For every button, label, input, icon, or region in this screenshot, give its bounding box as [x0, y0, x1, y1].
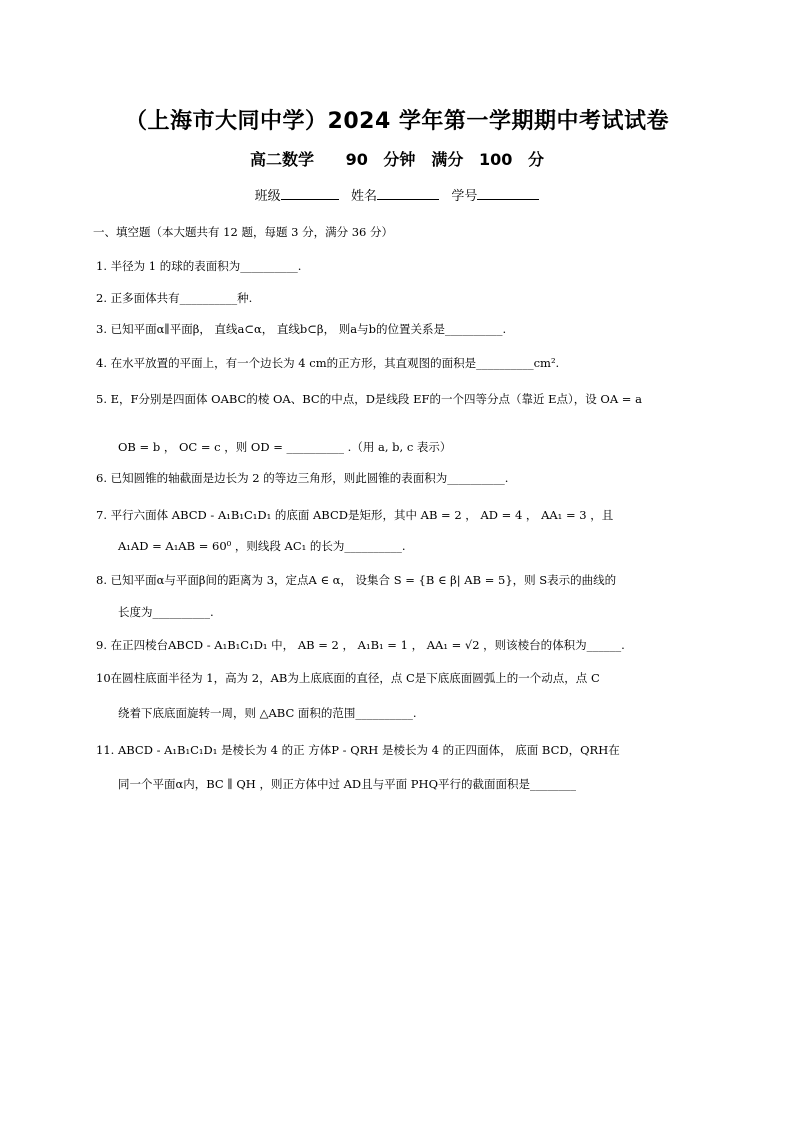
question-10-continuation: 绕着下底底面旋转一周，则 △ABC 面积的范围__________.: [118, 706, 417, 720]
class-blank: [281, 187, 339, 200]
question-7: 7. 平行六面体 ABCD - A₁B₁C₁D₁ 的底面 ABCD是矩形，其中 AB = 2 ， AD = 4 ， AA₁ = 3 ，且: [96, 508, 614, 522]
question-5-continuation: OB = b ， OC = c ，则 OD = __________ .（用 a, b, c 表示）: [118, 440, 452, 454]
student-info-row: [0, 185, 794, 204]
question-8: 8. 已知平面α与平面β间的距离为 3，定点A ∈ α， 设集合 S = {B ∈ β| AB = 5}，则 S表示的曲线的: [96, 573, 617, 587]
student-id-blank: [477, 187, 539, 200]
question-11-continuation: 同一个平面α内，BC ∥ QH ，则正方体中过 AD且与平面 PHQ平行的截面面积是________: [118, 777, 576, 791]
question-5: 5. E，F分别是四面体 OABC的棱 OA、BC的中点，D是线段 EF的一个四等分点（靠近 E点），设 OA = a: [96, 392, 642, 406]
section-heading: 一、填空题（本大题共有 12 题，每题 3 分，满分 36 分）: [93, 225, 394, 239]
question-2: 2. 正多面体共有__________种.: [96, 291, 253, 305]
question-9: 9. 在正四棱台ABCD - A₁B₁C₁D₁ 中， AB = 2 ， A₁B₁ = 1 ， AA₁ = √2 ，则该棱台的体积为______.: [96, 638, 625, 652]
name-blank: [377, 187, 439, 200]
student-id-label: 学号: [451, 189, 478, 204]
exam-subtitle: 高二数学 90 分钟 满分 100 分: [250, 150, 544, 169]
question-11: 11. ABCD - A₁B₁C₁D₁ 是棱长为 4 的正 方体P - QRH 是棱长为 4 的正四面体， 底面 BCD，QRH在: [96, 743, 620, 757]
question-1: 1. 半径为 1 的球的表面积为__________.: [96, 259, 302, 273]
question-3: 3. 已知平面α∥平面β， 直线a⊂α， 直线b⊂β， 则a与b的位置关系是__________.: [96, 322, 507, 336]
question-10: 10在圆柱底面半径为 1，高为 2，AB为上底底面的直径，点 C是下底底面圆弧上的一个动点，点 C: [96, 671, 600, 685]
question-7-continuation: A₁AD = A₁AB = 60⁰ ，则线段 AC₁ 的长为__________.: [118, 539, 406, 553]
exam-title: （上海市大同中学）2024 学年第一学期期中考试试卷: [125, 109, 669, 134]
class-label: 班级: [254, 189, 281, 204]
question-4: 4. 在水平放置的平面上，有一个边长为 4 cm的正方形，其直观图的面积是__________cm².: [96, 356, 560, 370]
name-label: 姓名: [350, 189, 377, 204]
question-8-continuation: 长度为__________.: [118, 605, 214, 619]
question-6: 6. 已知圆锥的轴截面是边长为 2 的等边三角形，则此圆锥的表面积为__________.: [96, 471, 509, 485]
